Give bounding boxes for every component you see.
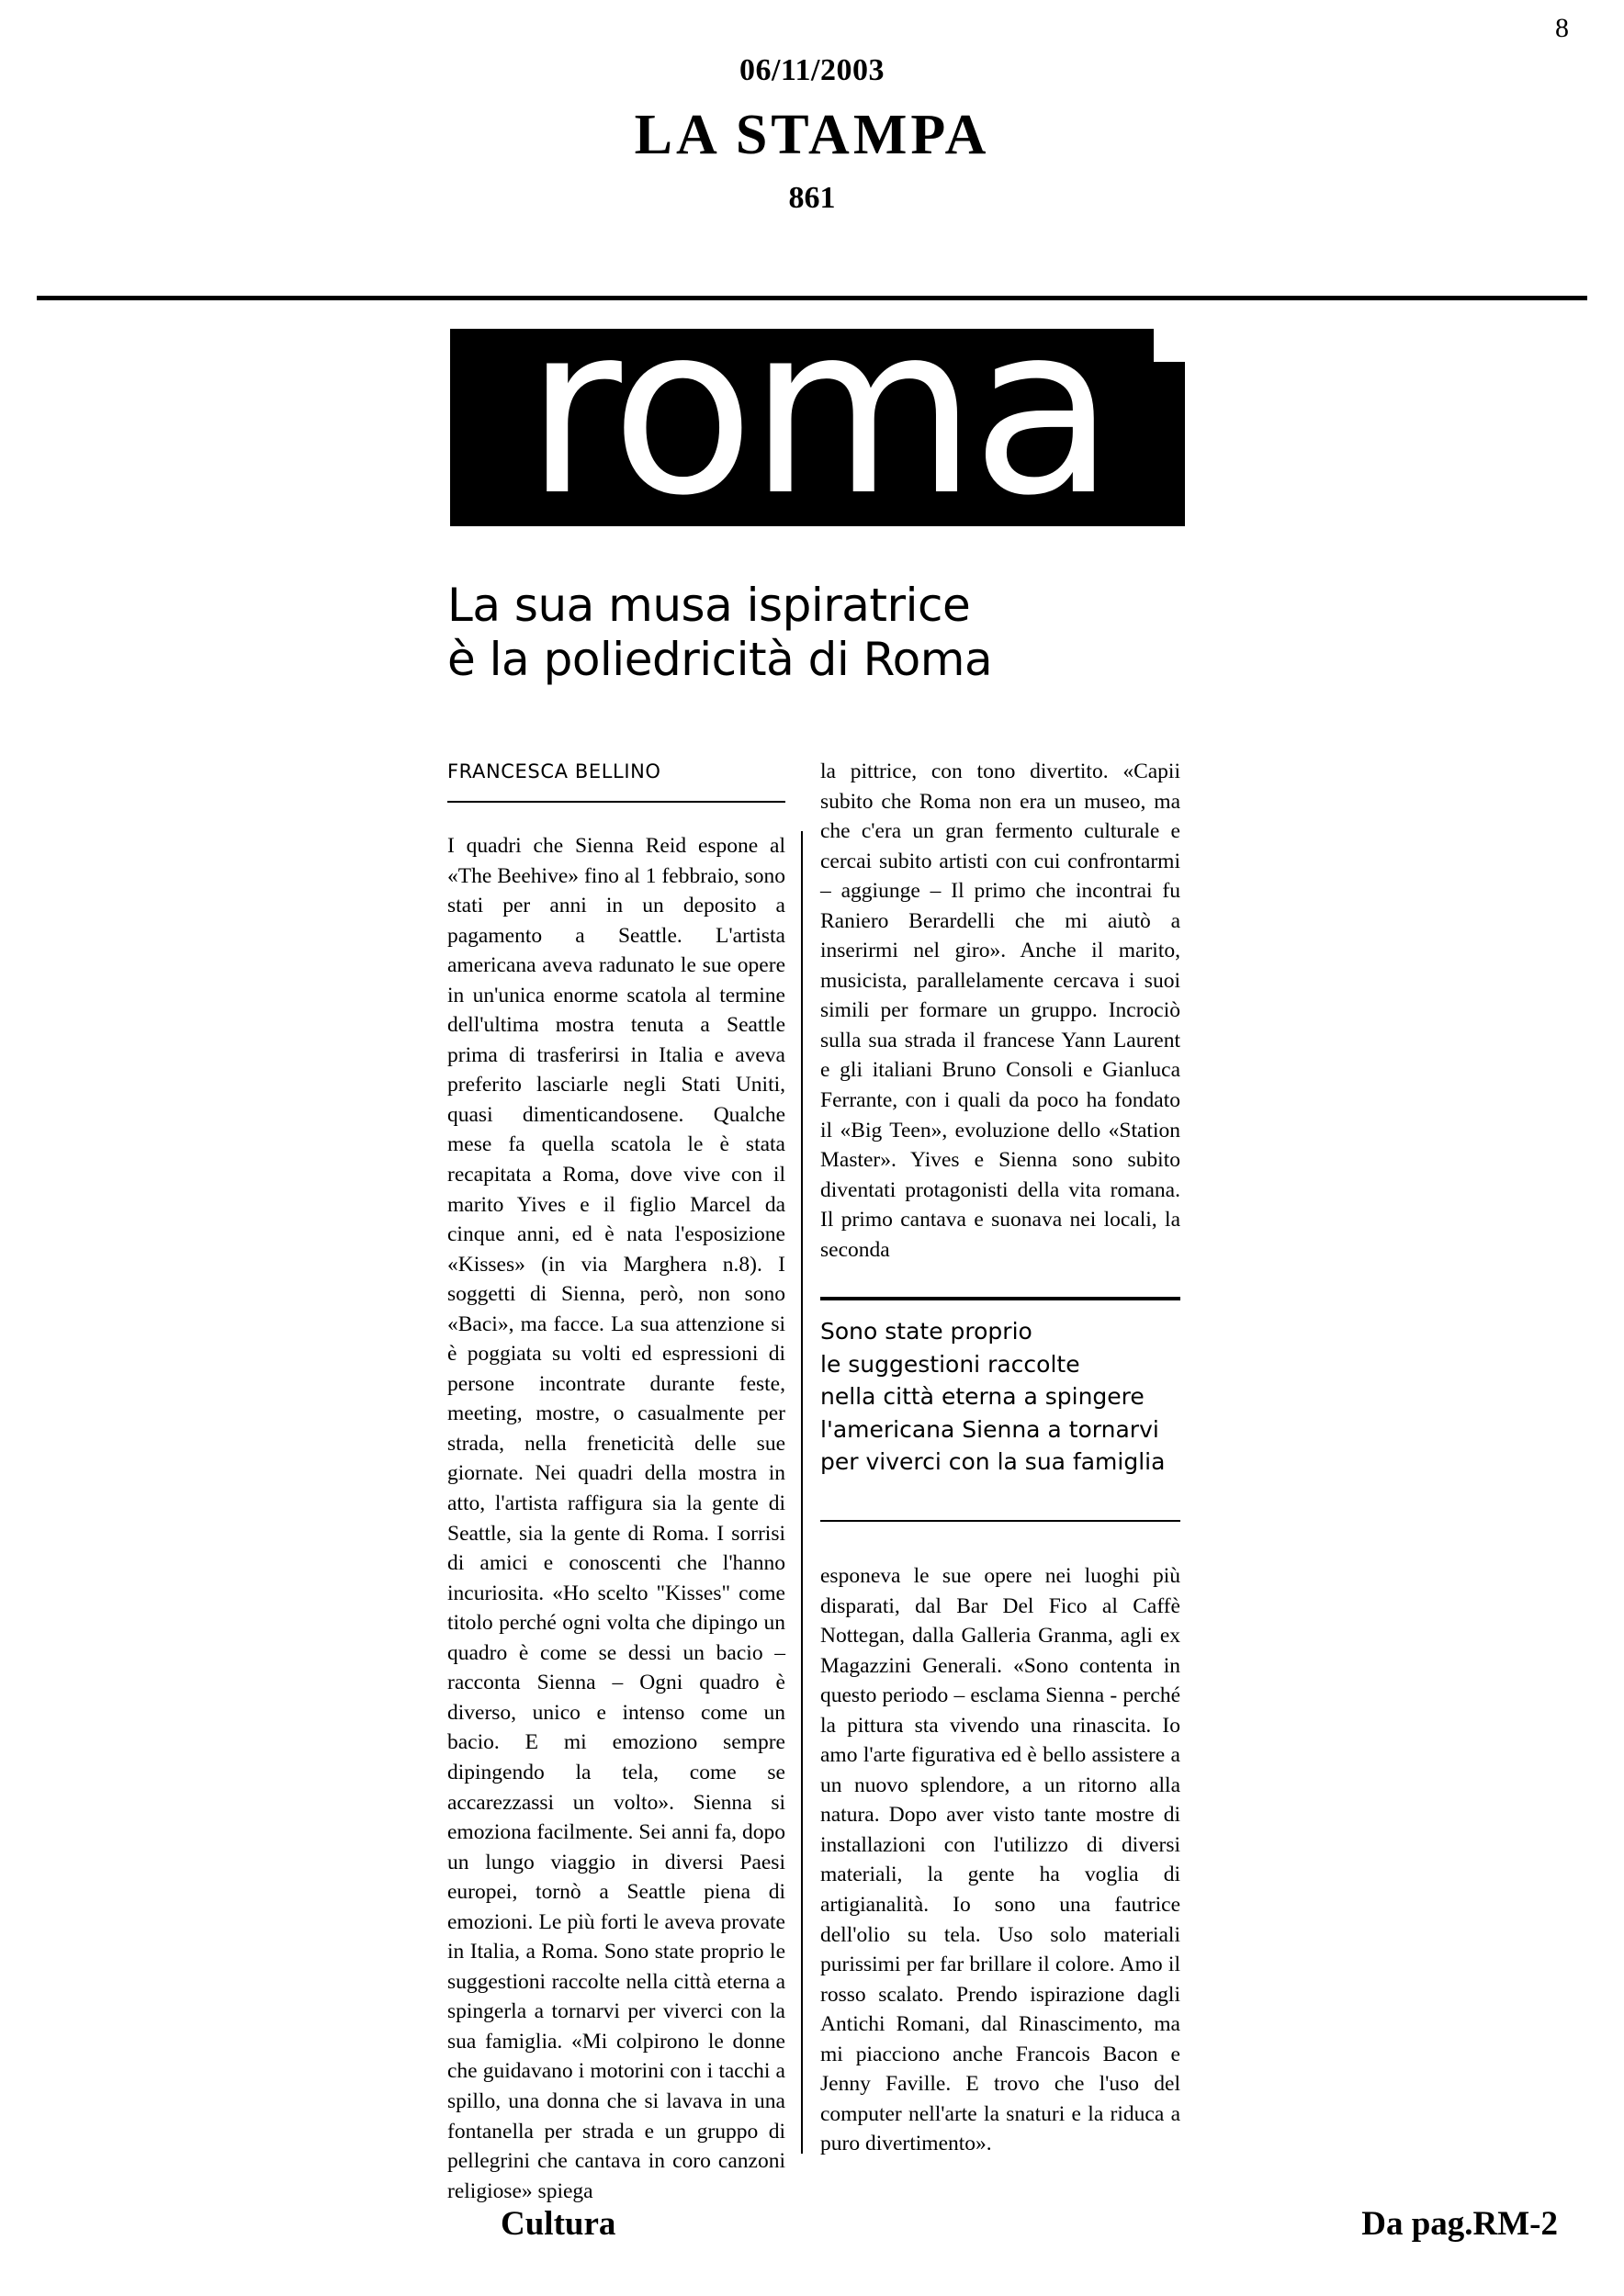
article-column-left bbox=[447, 831, 785, 2206]
headline-line-2: è la poliedricità di Roma bbox=[447, 633, 993, 686]
article-column-right-top bbox=[820, 757, 1180, 1265]
masthead bbox=[0, 53, 1624, 216]
pullquote-line-5: per viverci con la sua famiglia bbox=[820, 1448, 1166, 1475]
footer-page-reference: Da pag.RM-2 bbox=[1361, 2205, 1558, 2243]
logo-notch bbox=[1154, 329, 1185, 362]
section-logo bbox=[450, 329, 1185, 526]
body-text-left: I quadri che Sienna Reid espone al «The Beehive» fino al 1 febbraio, sono stati per anni in un deposito a pagamento a Seattle. L'artista americana aveva radunato le sue opere in un'unica enorme scatola al termine dell'ultima mostra tenuta a Seattle prima di trasferirsi in Italia e aveva preferito lasciarle negli Stati Uniti, quasi dimenticandosene. Qualche mese fa quella scatola le è stata recapitata a Roma, dove vive con il marito Yives e il figlio Marcel da cinque anni, ed è nata l'esposizione «Kisses» (in via Marghera n.8). I soggetti di Sienna, però, non sono «Baci», ma facce. La sua attenzione si è poggiata su volti ed espressioni di persone incontrate durante feste, meeting, mostre, o casualmente per strada, nella freneticità delle sue giornate. Nei quadri della mostra in atto, l'artista raffigura sia la gente di Seattle, sia la gente di Roma. I sorrisi di amici e conoscenti che l'hanno incuriosita. «Ho scelto "Kisses" come titolo perché ogni volta che dipingo un quadro è come se dessi un bacio – racconta Sienna – Ogni quadro è diverso, unico e intenso come un bacio. E mi emoziono sempre dipingendo la tela, come se accarezzassi un volto». Sienna si emoziona facilmente. Sei anni fa, dopo un lungo viaggio in diversi Paesi europei, tornò a Seattle piena di emozioni. Le più forti le aveva provate in Italia, a Roma. Sono state proprio le suggestioni raccolte nella città eterna a spingerla a tornarvi per viverci con la sua famiglia. «Mi colpirono le donne che guidavano i motorini con i tacchi a spillo, una donna che si lavava in una fontanella per strada e un gruppo di pellegrini che cantava in coro canzoni religiose» spiega bbox=[447, 834, 785, 2203]
publication-date: 06/11/2003 bbox=[739, 53, 885, 87]
pullquote-rule-top bbox=[820, 1297, 1180, 1300]
pullquote-rule-bottom bbox=[820, 1520, 1180, 1522]
byline-divider bbox=[447, 801, 785, 803]
article-column-right-bottom bbox=[820, 1561, 1180, 2159]
body-text-right-top: la pittrice, con tono divertito. «Capii subito che Roma non era un museo, ma che c'era un gran fermento culturale e cercai subito artisti con cui confrontarmi – aggiunge – Il primo che incontrai fu Raniero Berardelli che mi aiutò a inserirmi nel giro». Anche il marito, musicista, parallelamente cercava i suoi simili per formare un gruppo. Incrociò sulla sua strada il francese Yann Laurent e gli italiani Bruno Consoli e Gianluca Ferrante, con i quali da poco ha fondato il «Big Teen», evoluzione dello «Station Master». Yives e Sienna sono subito diventati protagonisti della vita romana. Il primo cantava e suonava nei locali, la seconda bbox=[820, 760, 1180, 1262]
article-pullquote bbox=[820, 1315, 1188, 1479]
article-headline bbox=[447, 579, 1274, 687]
pullquote-line-4: l'americana Sienna a tornarvi bbox=[820, 1415, 1159, 1443]
pullquote-line-1: Sono state proprio bbox=[820, 1318, 1032, 1345]
section-logo-text: roma bbox=[525, 329, 1110, 526]
body-text-right-bottom: esponeva le sue opere nei luoghi più disparati, dal Bar Del Fico al Caffè Nottegan, dalla Galleria Granma, agli ex Magazzini Generali. «Sono contenta in questo periodo – esclama Sienna - perché la pittura sta vivendo una rinascita. Io amo l'arte figurativa ed è bello assistere a un nuovo splendore, a un ritorno alla natura. Dopo aver visto tante mostre di installazioni con l'utilizzo di diversi materiali, la gente ha voglia di artigianalità. Io sono una fautrice dell'olio su tela. Uso solo materiali purissimi per far brillare il colore. Amo il rosso scalato. Prendo ispirazione dagli Antichi Romani, dal Rinascimento, ma mi piacciono anche Francois Bacon e Jenny Faville. E trovo che l'uso del computer nell'arte la snaturi e la riduca a puro divertimento». bbox=[820, 1564, 1180, 2156]
column-divider bbox=[801, 831, 803, 2154]
footer-section-label: Cultura bbox=[501, 2205, 616, 2243]
newspaper-title: LA STAMPA bbox=[634, 104, 990, 166]
page-number: 8 bbox=[1555, 13, 1569, 43]
header-divider bbox=[37, 296, 1587, 300]
issue-number: 861 bbox=[788, 181, 836, 215]
pullquote-line-3: nella città eterna a spingere bbox=[820, 1383, 1145, 1410]
article-byline: FRANCESCA BELLINO bbox=[447, 760, 661, 782]
headline-line-1: La sua musa ispiratrice bbox=[447, 579, 971, 632]
pullquote-line-2: le suggestioni raccolte bbox=[820, 1350, 1080, 1378]
